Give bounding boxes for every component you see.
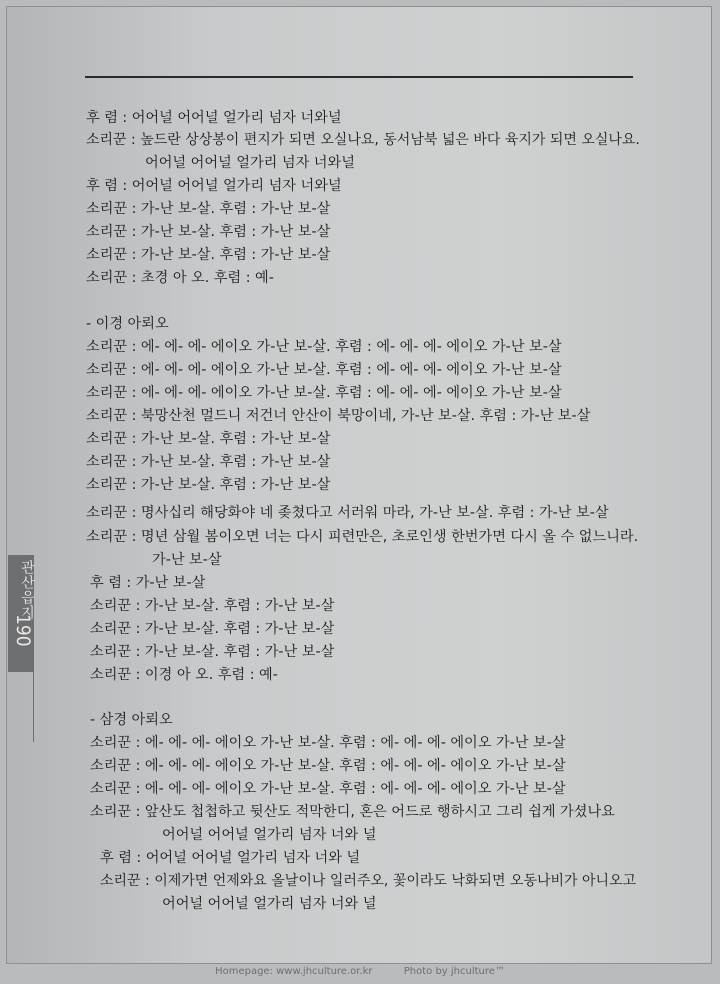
text-line: - 삼경 아뢰오 — [90, 712, 173, 728]
text-line: 소리꾼 : 이제가면 언제와요 올날이나 일러주오, 꽃이라도 낙화되면 오동나비가 아니오고 — [100, 873, 637, 889]
text-line: 소리꾼 : 가-난 보-살. 후렴 : 가-난 보-살 — [86, 431, 331, 447]
text-line: 소리꾼 : 가-난 보-살. 후렴 : 가-난 보-살 — [90, 644, 335, 660]
text-line: 소리꾼 : 에- 에- 에- 에이오 가-난 보-살. 후렴 : 에- 에- 에- 에이오 가-난 보-살 — [90, 781, 566, 797]
text-line: 소리꾼 : 이경 아 오. 후렴 : 예- — [90, 667, 278, 683]
text-line: 소리꾼 : 초경 아 오. 후렴 : 예- — [86, 270, 274, 286]
text-line: 소리꾼 : 가-난 보-살. 후렴 : 가-난 보-살 — [90, 598, 335, 614]
side-tab-line — [33, 672, 34, 742]
header-rule — [85, 76, 633, 78]
text-line: 소리꾼 : 가-난 보-살. 후렴 : 가-난 보-살 — [86, 247, 331, 263]
text-line: 소리꾼 : 명년 삼월 봄이오면 너는 다시 피련만은, 초로인생 한번가면 다시 올 수 없느니라. — [86, 529, 639, 545]
text-line: 소리꾼 : 가-난 보-살. 후렴 : 가-난 보-살 — [86, 224, 331, 240]
text-line: 소리꾼 : 높드란 상상봉이 편지가 되면 오실나요, 동서남북 넓은 바다 육지가 되면 오실나요. — [86, 132, 640, 148]
text-line: 가-난 보-살 — [152, 552, 222, 568]
text-line: 소리꾼 : 앞산도 첩첩하고 뒷산도 적막한디, 혼은 어드로 행하시고 그리 쉽게 가셨나요 — [90, 804, 615, 820]
text-line: 어어널 어어널 얼가리 넘자 너와널 — [145, 155, 355, 171]
text-line: 후 렴 : 어어널 어어널 얼가리 넘자 너와널 — [86, 178, 342, 194]
text-line: 소리꾼 : 에- 에- 에- 에이오 가-난 보-살. 후렴 : 에- 에- 에- 에이오 가-난 보-살 — [86, 362, 562, 378]
text-line: 소리꾼 : 가-난 보-살. 후렴 : 가-난 보-살 — [86, 454, 331, 470]
footer-homepage: Homepage: www.jhculture.or.kr — [215, 966, 373, 977]
text-line: 소리꾼 : 에- 에- 에- 에이오 가-난 보-살. 후렴 : 에- 에- 에- 에이오 가-난 보-살 — [86, 339, 562, 355]
side-tab-title: 관산읍지 — [19, 560, 35, 620]
photo-credit-footer — [0, 966, 720, 977]
text-line: 어어널 어어널 얼가리 넘자 너와 널 — [162, 896, 377, 912]
text-line: 소리꾼 : 에- 에- 에- 에이오 가-난 보-살. 후렴 : 에- 에- 에- 에이오 가-난 보-살 — [90, 735, 566, 751]
text-line: - 이경 아뢰오 — [86, 316, 169, 332]
text-line: 소리꾼 : 북망산천 멀드니 저건너 안산이 북망이네, 가-난 보-살. 후렴 : 가-난 보-살 — [86, 408, 591, 424]
text-line: 소리꾼 : 에- 에- 에- 에이오 가-난 보-살. 후렴 : 에- 에- 에- 에이오 가-난 보-살 — [90, 758, 566, 774]
text-line: 후 렴 : 어어널 어어널 얼가리 넘자 너와 널 — [100, 850, 361, 866]
text-line: 소리꾼 : 에- 에- 에- 에이오 가-난 보-살. 후렴 : 에- 에- 에- 에이오 가-난 보-살 — [86, 385, 562, 401]
text-line: 후 렴 : 가-난 보-살 — [90, 575, 206, 591]
text-line: 어어널 어어널 얼가리 넘자 너와 널 — [162, 827, 377, 843]
text-line: 소리꾼 : 가-난 보-살. 후렴 : 가-난 보-살 — [90, 621, 335, 637]
text-line: 후 렴 : 어어널 어어널 얼가리 넘자 너와널 — [86, 110, 342, 126]
text-line: 소리꾼 : 명사십리 해당화야 네 좆쳤다고 서러워 마라, 가-난 보-살. 후렴 : 가-난 보-살 — [86, 505, 609, 521]
text-line: 소리꾼 : 가-난 보-살. 후렴 : 가-난 보-살 — [86, 477, 331, 493]
text-line: 소리꾼 : 가-난 보-살. 후렴 : 가-난 보-살 — [86, 201, 331, 217]
page-number: 190 — [12, 614, 34, 647]
footer-photo-credit: Photo by jhculture™ — [403, 966, 505, 977]
